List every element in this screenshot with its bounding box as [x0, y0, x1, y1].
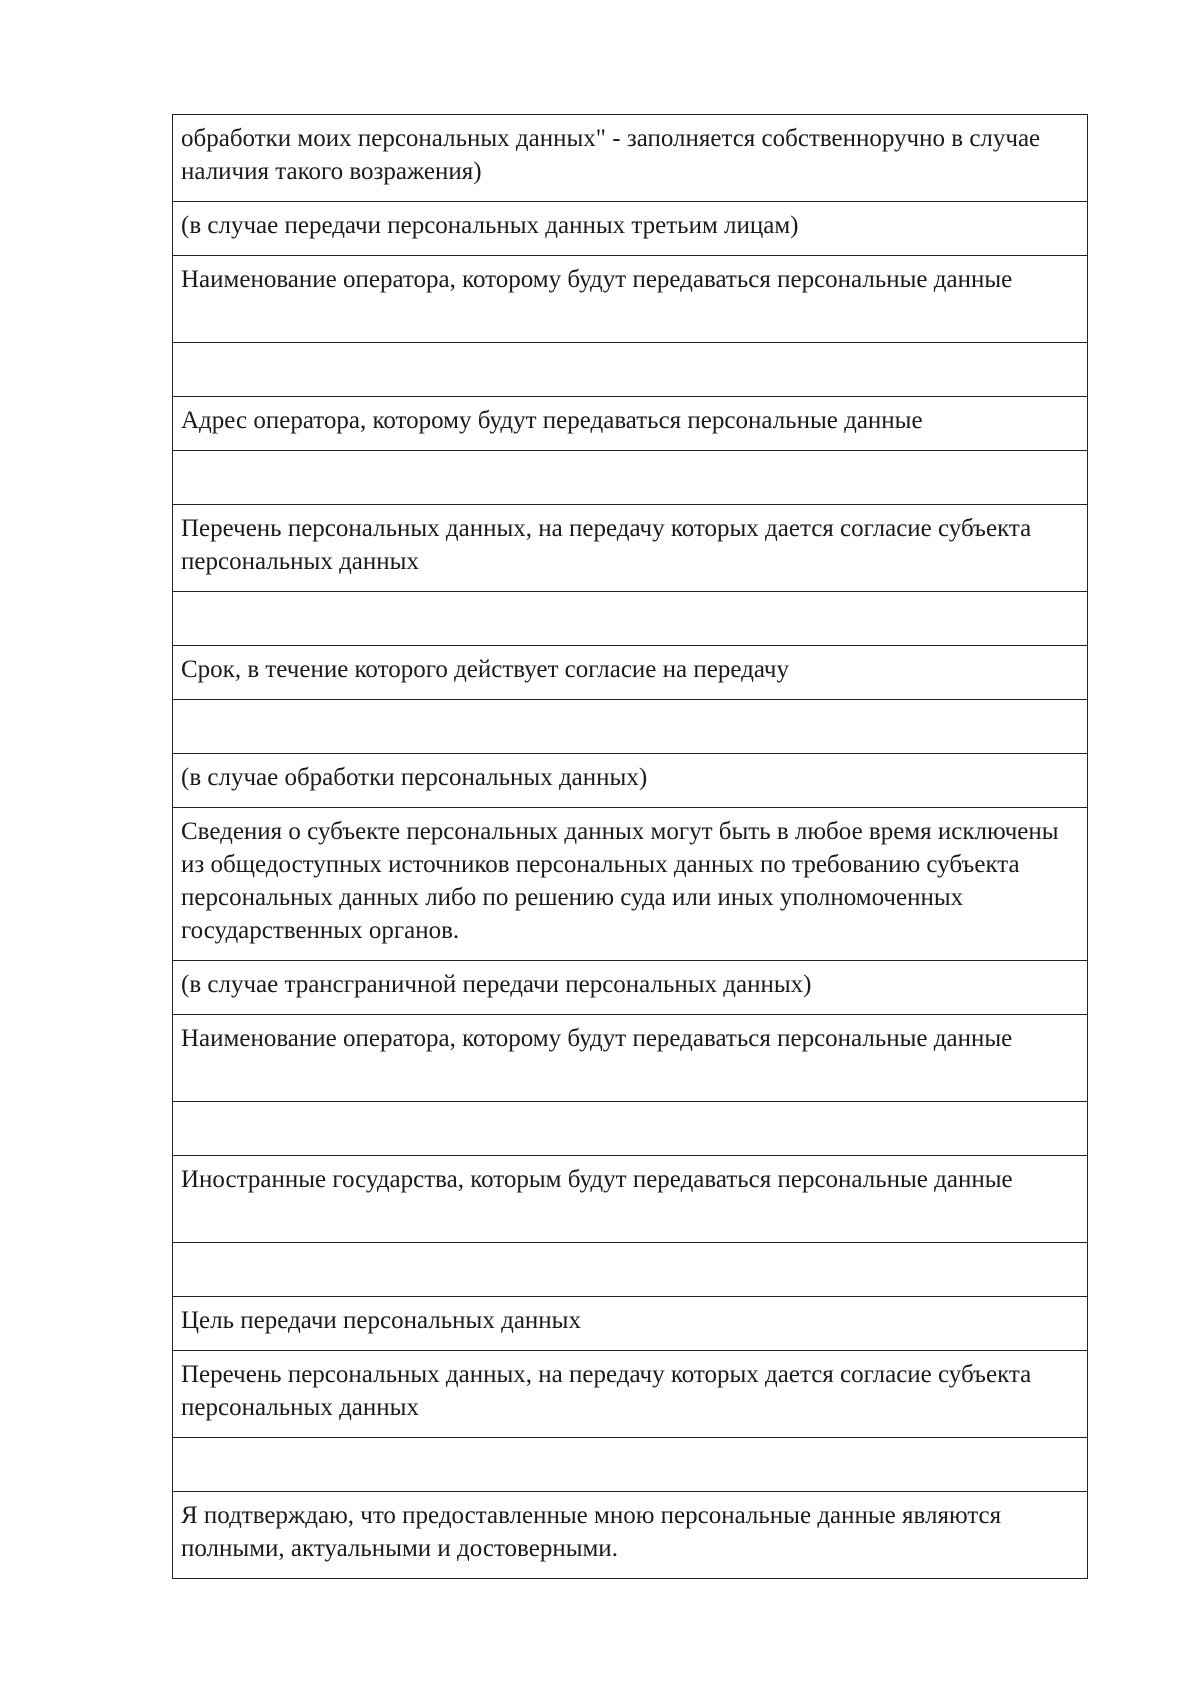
table-row: [173, 961, 1088, 1015]
form-text-cell: (в случае обработки персональных данных): [173, 754, 1088, 808]
form-text-cell: Цель передачи персональных данных: [173, 1297, 1088, 1351]
table-row: [173, 592, 1088, 646]
table-row: [173, 202, 1088, 256]
table-row: [173, 1351, 1088, 1438]
table-row: [173, 808, 1088, 961]
table-row: [173, 1102, 1088, 1156]
table-row: [173, 1438, 1088, 1492]
blank-entry-cell[interactable]: [173, 700, 1088, 754]
form-text-cell: Наименование оператора, которому будут передаваться персональные данные: [173, 256, 1088, 343]
table-row: [173, 1492, 1088, 1579]
consent-form-table: [172, 114, 1088, 1579]
table-body: [173, 115, 1088, 1579]
blank-entry-cell[interactable]: [173, 343, 1088, 397]
form-text-cell: Сведения о субъекте персональных данных могут быть в любое время исключены из общедоступных источников персональных данных по требованию субъекта персональных данных либо по решению суда или иных уполномоченных государственных органов.: [173, 808, 1088, 961]
table-row: [173, 115, 1088, 202]
table-row: [173, 1015, 1088, 1102]
form-text-cell: Срок, в течение которого действует согласие на передачу: [173, 646, 1088, 700]
form-text-cell: Перечень персональных данных, на передачу которых дается согласие субъекта персональных данных: [173, 1351, 1088, 1438]
table-row: [173, 397, 1088, 451]
table-row: [173, 343, 1088, 397]
form-text-cell: Перечень персональных данных, на передачу которых дается согласие субъекта персональных данных: [173, 505, 1088, 592]
form-text-cell: (в случае трансграничной передачи персональных данных): [173, 961, 1088, 1015]
form-text-cell: (в случае передачи персональных данных третьим лицам): [173, 202, 1088, 256]
table-row: [173, 505, 1088, 592]
table-row: [173, 754, 1088, 808]
table-row: [173, 451, 1088, 505]
blank-entry-cell[interactable]: [173, 592, 1088, 646]
blank-entry-cell[interactable]: [173, 1438, 1088, 1492]
form-text-cell: Я подтверждаю, что предоставленные мною персональные данные являются полными, актуальными и достоверными.: [173, 1492, 1088, 1579]
form-text-cell: Адрес оператора, которому будут передаваться персональные данные: [173, 397, 1088, 451]
table-row: [173, 646, 1088, 700]
table-row: [173, 1156, 1088, 1243]
table-row: [173, 700, 1088, 754]
form-text-cell: Наименование оператора, которому будут передаваться персональные данные: [173, 1015, 1088, 1102]
form-text-cell: Иностранные государства, которым будут передаваться персональные данные: [173, 1156, 1088, 1243]
form-text-cell: обработки моих персональных данных" - заполняется собственноручно в случае наличия такого возражения): [173, 115, 1088, 202]
blank-entry-cell[interactable]: [173, 451, 1088, 505]
blank-entry-cell[interactable]: [173, 1243, 1088, 1297]
table-row: [173, 1297, 1088, 1351]
table-row: [173, 256, 1088, 343]
blank-entry-cell[interactable]: [173, 1102, 1088, 1156]
table-row: [173, 1243, 1088, 1297]
